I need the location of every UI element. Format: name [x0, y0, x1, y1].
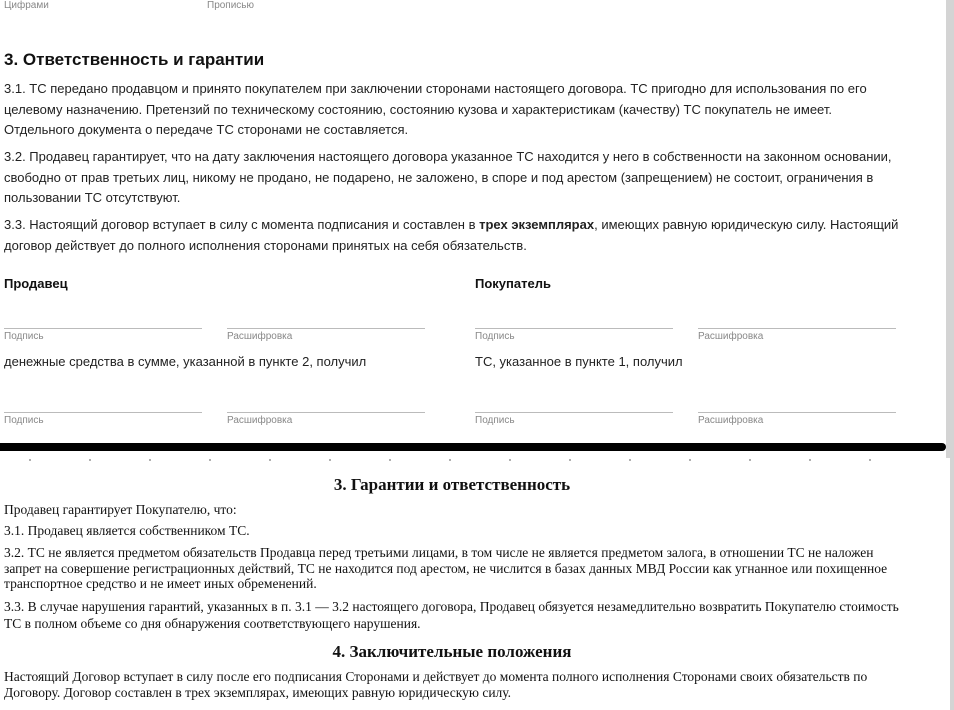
decoding-label: Расшифровка — [698, 331, 764, 342]
doc-clause-3-2: 3.2. ТС не является предметом обязательств Продавца перед третьими лицами, в том числе не является предметом залога, в отношении ТС не наложен запрет на совершение регистрационных действий, ТС не находится под арестом, не числится в базах данных МВД России как угнанное или похищенное транспортное средство и не имеет иных обременений. — [4, 545, 888, 591]
clause-3-2: 3.2. Продавец гарантирует, что на дату заключения настоящего договора указанное ТС находится у него в собственности на законном основании, свободно от прав третьих лиц, никому не продано, не подарено, не заложено, в споре и под арестом (запрещением) не состоит, ограничения в пользовании ТС отсутствуют. — [4, 149, 892, 205]
seller-received-text: денежные средства в сумме, указанной в пункте 2, получил — [4, 354, 367, 369]
cut-off-text-line — [0, 458, 900, 462]
hint-digits: Цифрами — [4, 0, 49, 11]
buyer-label: Покупатель — [475, 276, 551, 291]
scrollbar-top[interactable] — [946, 0, 954, 458]
decoding-label: Расшифровка — [227, 331, 293, 342]
doc-clause-3-3: 3.3. В случае нарушения гарантий, указанных в п. 3.1 — 3.2 настоящего договора, Продавец обязуется незамедлительно возвратить Покупателю стоимость ТС в полном объеме со дня обнаружения соответствующего нарушения. — [4, 599, 899, 631]
seller-signature-field[interactable] — [4, 328, 202, 329]
signature-label: Подпись — [475, 331, 515, 342]
scrollbar-bottom[interactable] — [950, 458, 954, 710]
seller-decoding-field[interactable] — [227, 328, 425, 329]
doc-clause-4: Настоящий Договор вступает в силу после его подписания Сторонами и действует до момента полного исполнения Сторонами своих обязательств по Договору. Договор составлен в трех экземплярах, имеющих равную юридическую силу. — [4, 669, 868, 700]
buyer-signature-field[interactable] — [475, 328, 673, 329]
copies-emphasis: трех экземплярах — [479, 217, 595, 232]
seller-decoding-field-2[interactable] — [227, 412, 425, 413]
signature-label: Подпись — [4, 415, 44, 426]
doc-intro: Продавец гарантирует Покупателю, что: — [4, 502, 237, 517]
signature-label: Подпись — [4, 331, 44, 342]
seller-label: Продавец — [4, 276, 68, 291]
clause-3-1: 3.1. ТС передано продавцом и принято покупателем при заключении сторонами настоящего договора. ТС пригодно для использования по его целевому назначению. Претензий по техническому состоянию, состоянию кузова и характеристикам (качеству) ТС покупатель не имеет. Отдельного документа о передаче ТС сторонами не составляется. — [4, 81, 867, 137]
decoding-label: Расшифровка — [227, 415, 293, 426]
buyer-decoding-field-2[interactable] — [698, 412, 896, 413]
clause-3-3: 3.3. Настоящий договор вступает в силу с момента подписания и составлен в трех экземплярах, имеющих равную юридическую силу. Настоящий договор действует до полного исполнения сторонами принятых на себя обязательств. — [4, 217, 899, 253]
seller-signature-field-2[interactable] — [4, 412, 202, 413]
section-title: 3. Ответственность и гарантии — [4, 50, 265, 69]
buyer-decoding-field[interactable] — [698, 328, 896, 329]
divider-bar — [0, 443, 946, 451]
doc-clause-3-1: 3.1. Продавец является собственником ТС. — [4, 523, 250, 538]
doc-section-3-title: 3. Гарантии и ответственность — [333, 475, 571, 494]
buyer-signature-field-2[interactable] — [475, 412, 673, 413]
buyer-received-text: ТС, указанное в пункте 1, получил — [475, 354, 683, 369]
signature-label: Подпись — [475, 415, 515, 426]
doc-section-4-title: 4. Заключительные положения — [332, 642, 572, 661]
decoding-label: Расшифровка — [698, 415, 764, 426]
hint-words: Прописью — [207, 0, 255, 11]
